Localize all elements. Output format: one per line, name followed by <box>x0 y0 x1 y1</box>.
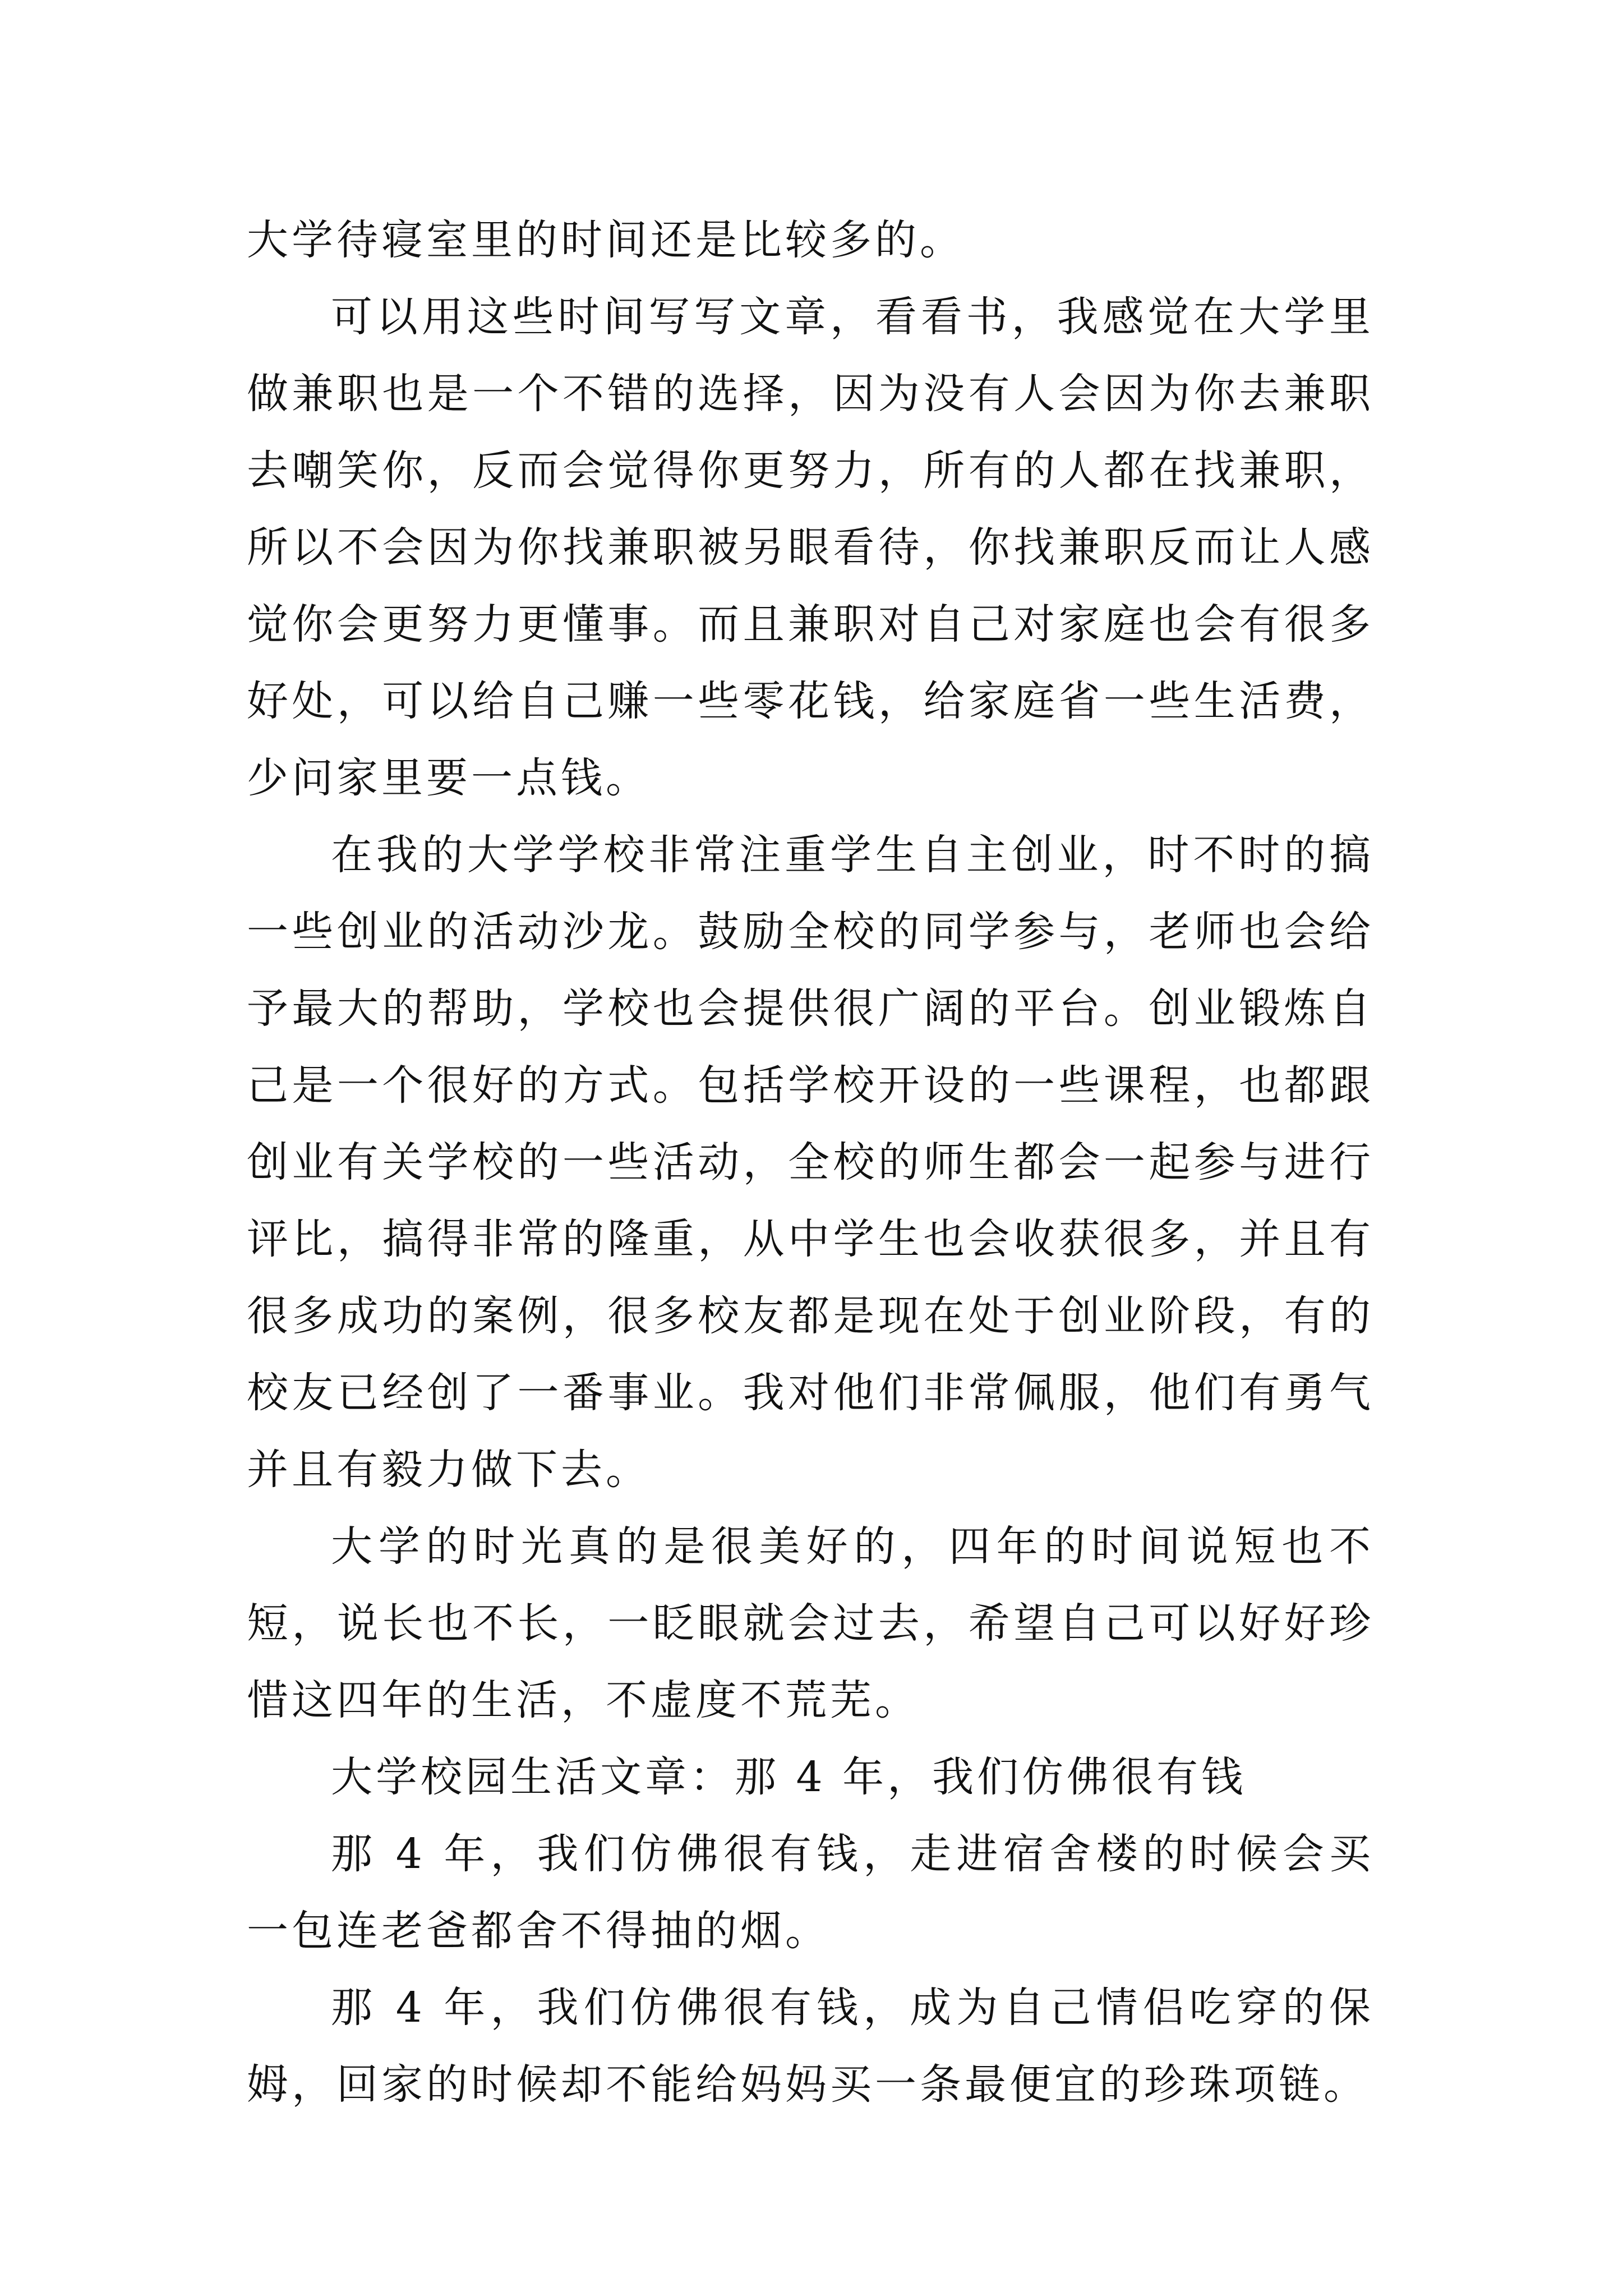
paragraph-4: 大学的时光真的是很美好的，四年的时间说短也不短，说长也不长，一眨眼就会过去，希望自己可以好好珍惜这四年的生活，不虚度不荒芜。 <box>247 1522 1374 1724</box>
paragraph-3: 在我的大学学校非常注重学生自主创业，时不时的搞一些创业的活动沙龙。鼓励全校的同学参与，老师也会给予最大的帮助，学校也会提供很广阔的平台。创业锻炼自己是一个很好的方式。包括学校开设的一些课程，也都跟创业有关学校的一些活动，全校的师生都会一起参与进行评比，搞得非常的隆重，从中学生也会收获很多，并且有很多成功的案例，很多校友都是现在处于创业阶段，有的校友已经创了一番事业。我对他们非常佩服，他们有勇气并且有毅力做下去。 <box>247 831 1374 1494</box>
paragraph-1: 大学待寝室里的时间还是比较多的。 <box>247 216 965 264</box>
paragraph-6: 那 4 年，我们仿佛很有钱，成为自己情侣吃穿的保姆，回家的时候却不能给妈妈买一条最便宜的珍珠项链。 <box>247 1984 1374 2109</box>
section-heading: 大学校园生活文章：那 4 年，我们仿佛很有钱 <box>331 1753 1247 1801</box>
document-body <box>247 202 1374 2123</box>
paragraph-5: 那 4 年，我们仿佛很有钱，走进宿舍楼的时候会买一包连老爸都舍不得抽的烟。 <box>247 1830 1374 1955</box>
paragraph-2: 可以用这些时间写写文章，看看书，我感觉在大学里做兼职也是一个不错的选择，因为没有人会因为你去兼职去嘲笑你，反而会觉得你更努力，所有的人都在找兼职，所以不会因为你找兼职被另眼看待，你找兼职反而让人感觉你会更努力更懂事。而且兼职对自己对家庭也会有很多好处，可以给自己赚一些零花钱，给家庭省一些生活费，少问家里要一点钱。 <box>247 293 1374 802</box>
